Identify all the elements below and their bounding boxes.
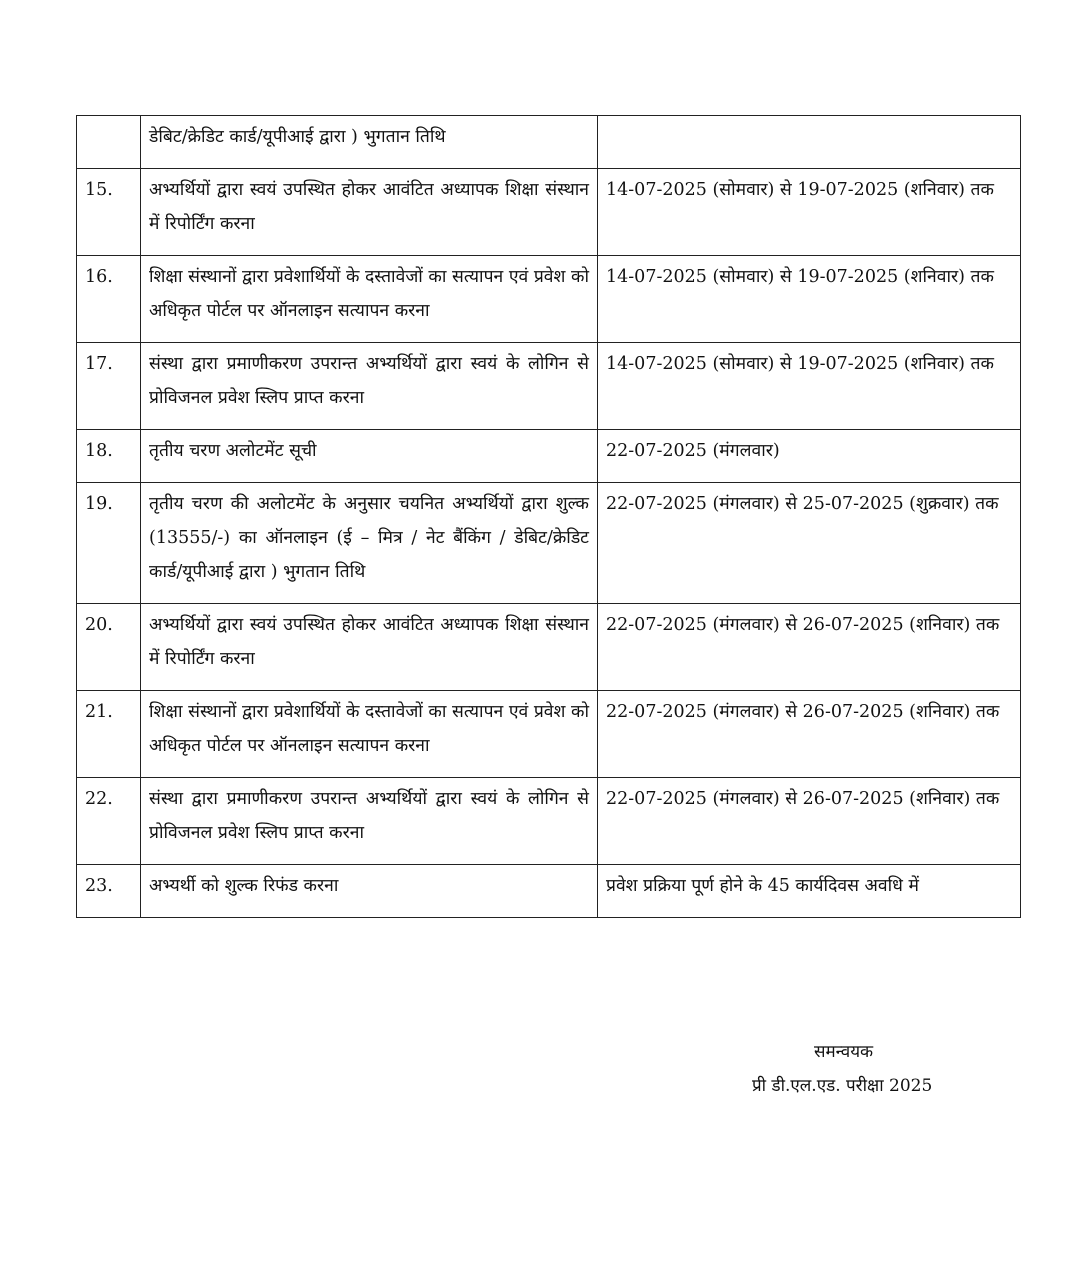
signature-designation: प्री डी.एल.एड. परीक्षा 2025 <box>752 1076 933 1096</box>
signature-block <box>752 1035 972 1103</box>
table-row <box>77 430 1021 483</box>
signature-title: समन्वयक <box>814 1042 874 1062</box>
serial-cell: 18. <box>77 430 141 483</box>
date-cell <box>598 116 1021 169</box>
date-cell: 22-07-2025 (मंगलवार) से 26-07-2025 (शनिवार) तक <box>598 691 1021 778</box>
date-cell: 22-07-2025 (मंगलवार) <box>598 430 1021 483</box>
serial-cell: 17. <box>77 343 141 430</box>
activity-cell: शिक्षा संस्थानों द्वारा प्रवेशार्थियों के दस्तावेजों का सत्यापन एवं प्रवेश को अधिकृत पोर्टल पर ऑनलाइन सत्यापन करना <box>141 691 598 778</box>
serial-cell: 15. <box>77 169 141 256</box>
table-row <box>77 604 1021 691</box>
table-row <box>77 256 1021 343</box>
serial-cell: 20. <box>77 604 141 691</box>
date-cell: 14-07-2025 (सोमवार) से 19-07-2025 (शनिवार) तक <box>598 256 1021 343</box>
date-cell: 22-07-2025 (मंगलवार) से 26-07-2025 (शनिवार) तक <box>598 778 1021 865</box>
activity-cell: संस्था द्वारा प्रमाणीकरण उपरान्त अभ्यर्थियों द्वारा स्वयं के लोगिन से प्रोविजनल प्रवेश स्लिप प्राप्त करना <box>141 343 598 430</box>
date-cell: 14-07-2025 (सोमवार) से 19-07-2025 (शनिवार) तक <box>598 169 1021 256</box>
table-row <box>77 116 1021 169</box>
serial-cell: 16. <box>77 256 141 343</box>
date-cell: 22-07-2025 (मंगलवार) से 26-07-2025 (शनिवार) तक <box>598 604 1021 691</box>
serial-cell: 22. <box>77 778 141 865</box>
table-row <box>77 483 1021 604</box>
table-row <box>77 778 1021 865</box>
date-cell: 22-07-2025 (मंगलवार) से 25-07-2025 (शुक्रवार) तक <box>598 483 1021 604</box>
serial-cell: 21. <box>77 691 141 778</box>
serial-cell: 23. <box>77 865 141 918</box>
serial-cell <box>77 116 141 169</box>
table-row <box>77 343 1021 430</box>
activity-cell: संस्था द्वारा प्रमाणीकरण उपरान्त अभ्यर्थियों द्वारा स्वयं के लोगिन से प्रोविजनल प्रवेश स्लिप प्राप्त करना <box>141 778 598 865</box>
activity-cell: तृतीय चरण अलोटमेंट सूची <box>141 430 598 483</box>
activity-cell: अभ्यर्थियों द्वारा स्वयं उपस्थित होकर आवंटित अध्यापक शिक्षा संस्थान में रिपोर्टिंग करना <box>141 604 598 691</box>
activity-cell: तृतीय चरण की अलोटमेंट के अनुसार चयनित अभ्यर्थियों द्वारा शुल्क (13555/-) का ऑनलाइन (ई – मित्र / नेट बैंकिंग / डेबिट/क्रेडिट कार्ड/यूपीआई द्वारा ) भुगतान तिथि <box>141 483 598 604</box>
date-cell: 14-07-2025 (सोमवार) से 19-07-2025 (शनिवार) तक <box>598 343 1021 430</box>
date-cell: प्रवेश प्रक्रिया पूर्ण होने के 45 कार्यदिवस अवधि में <box>598 865 1021 918</box>
activity-cell: अभ्यर्थी को शुल्क रिफंड करना <box>141 865 598 918</box>
schedule-table <box>76 115 1021 918</box>
activity-cell: अभ्यर्थियों द्वारा स्वयं उपस्थित होकर आवंटित अध्यापक शिक्षा संस्थान में रिपोर्टिंग करना <box>141 169 598 256</box>
table-row <box>77 865 1021 918</box>
activity-cell: शिक्षा संस्थानों द्वारा प्रवेशार्थियों के दस्तावेजों का सत्यापन एवं प्रवेश को अधिकृत पोर्टल पर ऑनलाइन सत्यापन करना <box>141 256 598 343</box>
serial-cell: 19. <box>77 483 141 604</box>
activity-cell: डेबिट/क्रेडिट कार्ड/यूपीआई द्वारा ) भुगतान तिथि <box>141 116 598 169</box>
table-row <box>77 691 1021 778</box>
table-row <box>77 169 1021 256</box>
